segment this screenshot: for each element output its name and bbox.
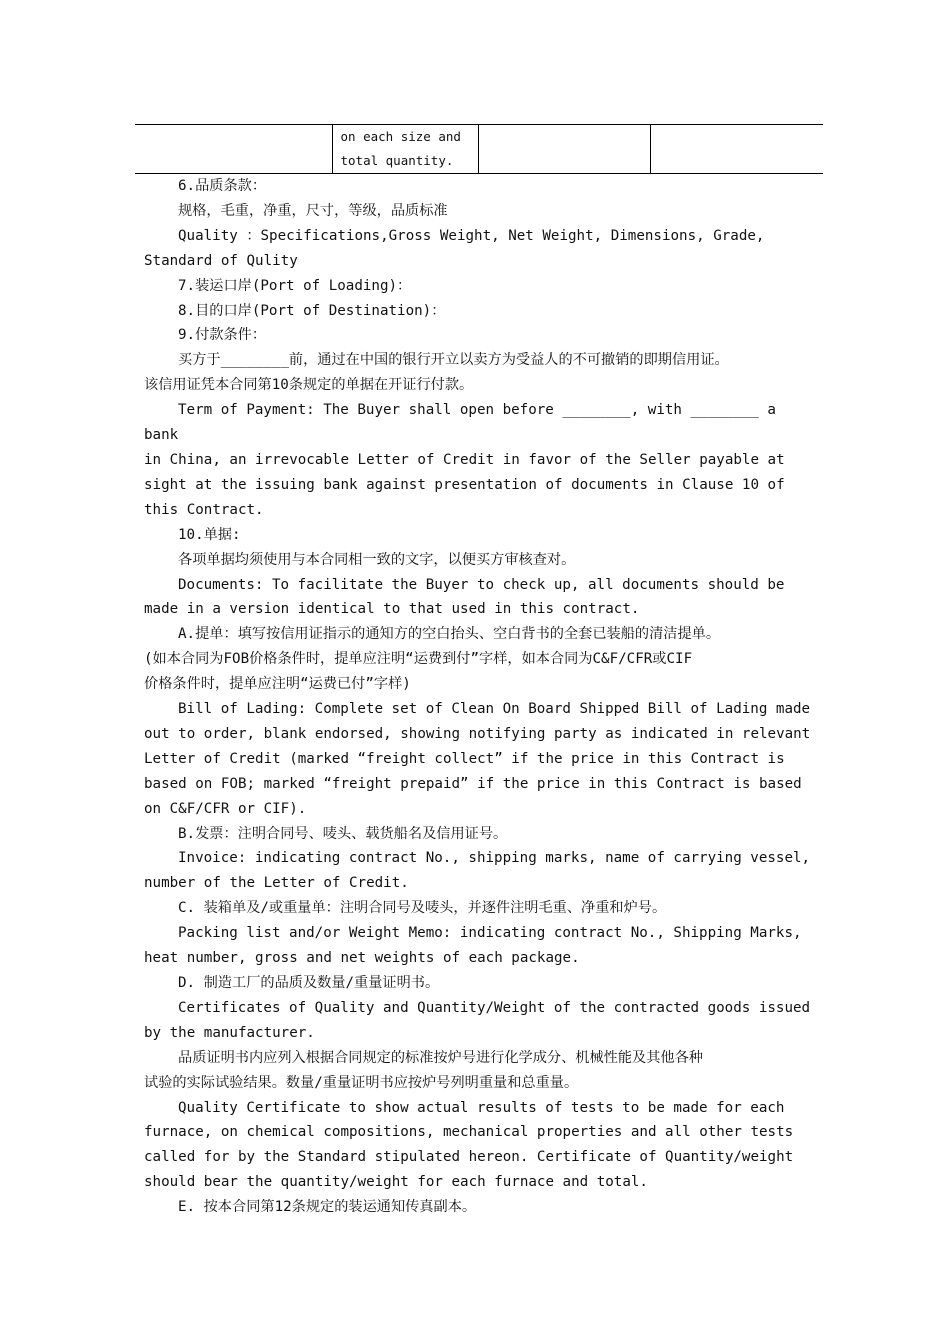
invoice-en: Invoice: indicating contract No., shipping marks, name of carrying vessel, number of the Letter of Credit. (144, 850, 811, 892)
payment-terms-zh: 买方于________前，通过在中国的银行开立以卖方为受益人的不可撤销的即期信用证。 该信用证凭本合同第10条规定的单据在开证行付款。 (144, 352, 729, 394)
heading-documents: 10.单据: (178, 526, 241, 543)
quality-items-en: Quality ：Specifications,Gross Weight, Net Weight, Dimensions, Grade, Standard of Qulity (144, 227, 765, 269)
heading-payment-terms: 9.付款条件： (178, 327, 267, 344)
table-cell (478, 125, 650, 174)
quality-items-zh: 规格，毛重，净重，尺寸，等级，品质标准 (178, 202, 448, 219)
invoice-zh: B.发票：注明合同号、唛头、载货船名及信用证号。 (178, 825, 508, 842)
packing-list-en: Packing list and/or Weight Memo: indicating contract No., Shipping Marks, heat number, gross and net weights of each package. (144, 925, 802, 967)
table-cell: on each size and total quantity. (332, 125, 478, 174)
bill-of-lading-en: Bill of Lading: Complete set of Clean On Board Shipped Bill of Lading made out to order, blank endorsed, showing notifying party as indicated in relevant Letter of Credit (marked “freight collect” if the price in this Contract is based on FOB; marked “freight prepaid” if the price in this Contract is based on C&F/CFR or CIF). (144, 701, 811, 817)
documents-zh: 各项单据均须使用与本合同相一致的文字，以便买方审核查对。 (178, 551, 576, 568)
heading-port-destination: 8.目的口岸(Port of Destination)： (178, 302, 446, 319)
certificates-zh: D. 制造工厂的品质及数量/重量证明书。 (178, 975, 440, 991)
shipping-advice-zh: E. 按本合同第12条规定的装运通知传真副本。 (178, 1199, 477, 1216)
quality-certificate-en: Quality Certificate to show actual results of tests to be made for each furnace, on chemical compositions, mechanical properties and all other tests called for by the Standard stipulated hereon. Certificate of Quantity/weight should bear the quantity/weight for each furnace and total. (144, 1099, 794, 1191)
quality-certificate-zh: 品质证明书内应列入根据合同规定的标准按炉号进行化学成分、机械性能及其他各种 试验的实际试验结果。数量/重量证明书应按炉号列明重量和总重量。 (144, 1049, 703, 1091)
table-cell (650, 125, 823, 174)
table-cell (135, 125, 332, 174)
table-row (135, 125, 823, 174)
documents-en: Documents: To facilitate the Buyer to check up, all documents should be made in a version identical to that used in this contract. (144, 576, 785, 618)
certificates-en: Certificates of Quality and Quantity/Weight of the contracted goods issued by the manufacturer. (144, 999, 811, 1041)
packing-list-zh: C. 装箱单及/或重量单：注明合同号及唛头，并逐件注明毛重、净重和炉号。 (178, 900, 667, 917)
payment-terms-en: Term of Payment: The Buyer shall open before ________, with ________ a bank in China, an irrevocable Letter of Credit in favor of the Seller payable at sight at the issuing bank against presentation of documents in Clause 10 of this Contract. (144, 402, 785, 518)
heading-quality-clause: 6.品质条款： (178, 178, 267, 194)
spec-table (135, 124, 823, 174)
heading-port-loading: 7.装运口岸(Port of Loading)： (178, 277, 412, 294)
bill-of-lading-zh: A.提单：填写按信用证指示的通知方的空白抬头、空白背书的全套已装船的清洁提单。 (如本合同为FOB价格条件时，提单应注明“运费到付”字样，如本合同为C&F/CFR或CIF 价格条件时，提单应注明“运费已付”字样) (144, 626, 721, 693)
contract-body (144, 174, 812, 1220)
